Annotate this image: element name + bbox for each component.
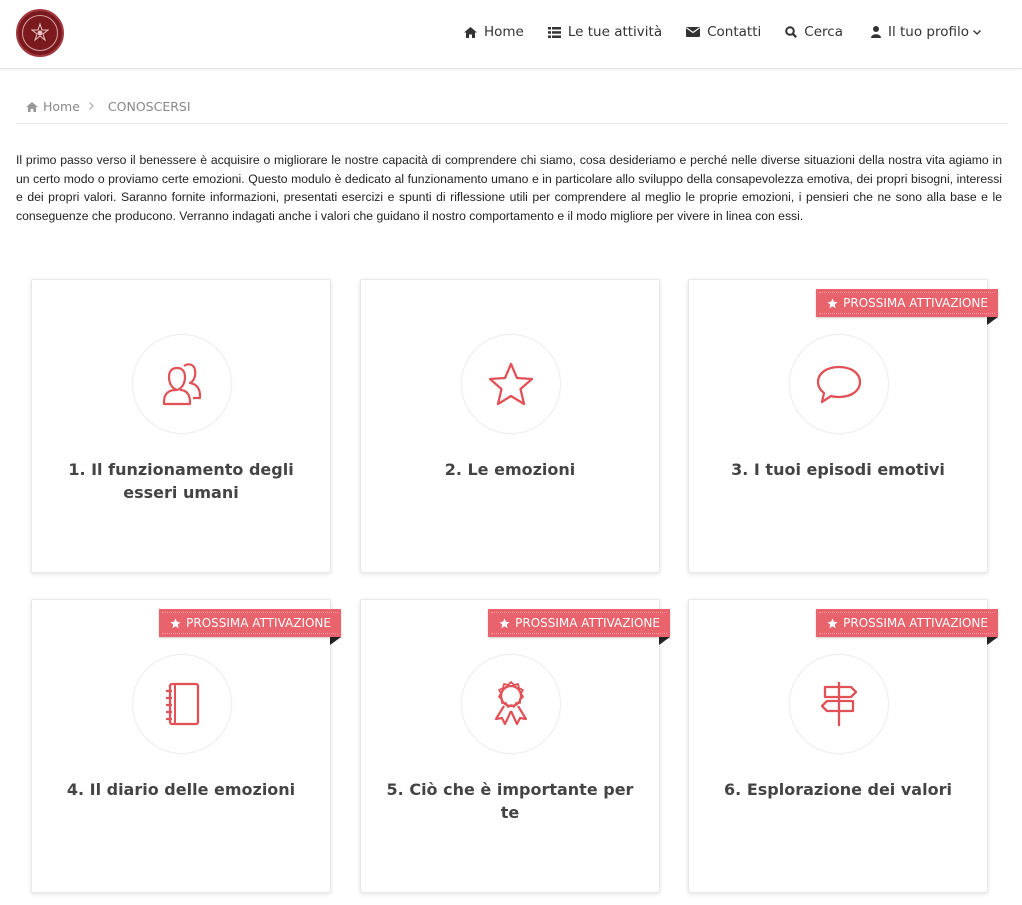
breadcrumb [16, 90, 1008, 124]
star-icon [499, 618, 510, 629]
home-icon [464, 27, 477, 38]
nav-activities-label: Le tue attività [567, 24, 663, 40]
star-icon [827, 618, 838, 629]
card-icon-circle [132, 334, 232, 434]
nav-profile[interactable] [871, 24, 988, 40]
signpost-icon [814, 679, 864, 729]
card-title: 3. I tuoi episodi emotivi [731, 460, 945, 479]
nav-home-label: Home [484, 24, 524, 40]
nav-contacts-label: Contatti [707, 24, 762, 40]
list-icon [548, 27, 561, 38]
badge-label: PROSSIMA ATTIVAZIONE [843, 296, 988, 310]
next-activation-badge [816, 609, 998, 637]
next-activation-badge [159, 609, 341, 637]
breadcrumb-current: CONOSCERSI [107, 99, 191, 114]
speech-bubble-icon [814, 362, 864, 406]
user-icon [871, 26, 881, 38]
card-title: 1. Il funzionamento degli esseri umani [68, 460, 294, 502]
university-logo[interactable] [16, 9, 64, 57]
badge-label: PROSSIMA ATTIVAZIONE [186, 616, 331, 630]
ribbon-fold [987, 637, 998, 645]
card-icon-circle [461, 334, 561, 434]
top-header [0, 0, 1022, 69]
home-icon [26, 102, 38, 112]
star-icon [827, 298, 838, 309]
star-icon [486, 360, 536, 408]
ribbon-fold [987, 317, 998, 325]
card-icon-circle [789, 334, 889, 434]
card-title: 6. Esplorazione dei valori [724, 780, 952, 799]
envelope-icon [686, 27, 700, 37]
chevron-down-icon [973, 27, 988, 38]
breadcrumb-home[interactable]: Home [43, 99, 80, 114]
notebook-icon [160, 680, 204, 728]
users-icon [156, 360, 208, 408]
ribbon-fold [659, 637, 670, 645]
badge-label: PROSSIMA ATTIVAZIONE [843, 616, 988, 630]
nav-contacts[interactable] [686, 24, 761, 40]
card-icon-circle [789, 654, 889, 754]
card-title: 4. Il diario delle emozioni [66, 780, 296, 799]
intro-text: Il primo passo verso il benessere è acquisire o migliorare le nostre capacità di comprendere chi siamo, cosa desideriamo e perché nelle diverse situazioni della nostra vita agiamo in un certo modo o proviamo certe emozioni. Questo modulo è dedicato al funzionamento umano e in particolare allo sviluppo della consapevolezza emotiva, dei propri bisogni, interessi e dei propri valori. Saranno fornite informazioni, presentati esercizi e spunti di riflessione utili per comprendere al meglio le proprie emozioni, i pensieri che ne sono alla base e le conseguenze che producono. Verranno indagati anche i valori che guidano il nostro comportamento e il modo migliore per vivere in linea con essi. [16, 153, 1002, 223]
nav-home[interactable] [464, 24, 524, 40]
logo-emblem [22, 15, 58, 51]
next-activation-badge [488, 609, 670, 637]
chevron-right-icon [89, 100, 99, 113]
main-nav [440, 0, 988, 64]
badge-label: PROSSIMA ATTIVAZIONE [515, 616, 660, 630]
star-icon [170, 618, 181, 629]
award-icon [486, 679, 536, 729]
card-icon-circle [461, 654, 561, 754]
nav-search[interactable] [785, 24, 843, 40]
module-card-4[interactable] [31, 599, 331, 893]
nav-search-label: Cerca [804, 24, 843, 40]
module-card-3[interactable] [688, 279, 988, 573]
module-card-2[interactable] [360, 279, 660, 573]
search-icon [785, 26, 797, 38]
nav-activities[interactable] [548, 24, 662, 40]
card-icon-circle [132, 654, 232, 754]
next-activation-badge [816, 289, 998, 317]
ribbon-fold [330, 637, 341, 645]
nav-profile-label: Il tuo profilo [887, 24, 969, 40]
card-title: 5. Ciò che è importante per te [386, 780, 634, 822]
module-card-1[interactable] [31, 279, 331, 573]
card-title: 2. Le emozioni [444, 460, 576, 479]
module-card-5[interactable] [360, 599, 660, 893]
module-card-6[interactable] [688, 599, 988, 893]
